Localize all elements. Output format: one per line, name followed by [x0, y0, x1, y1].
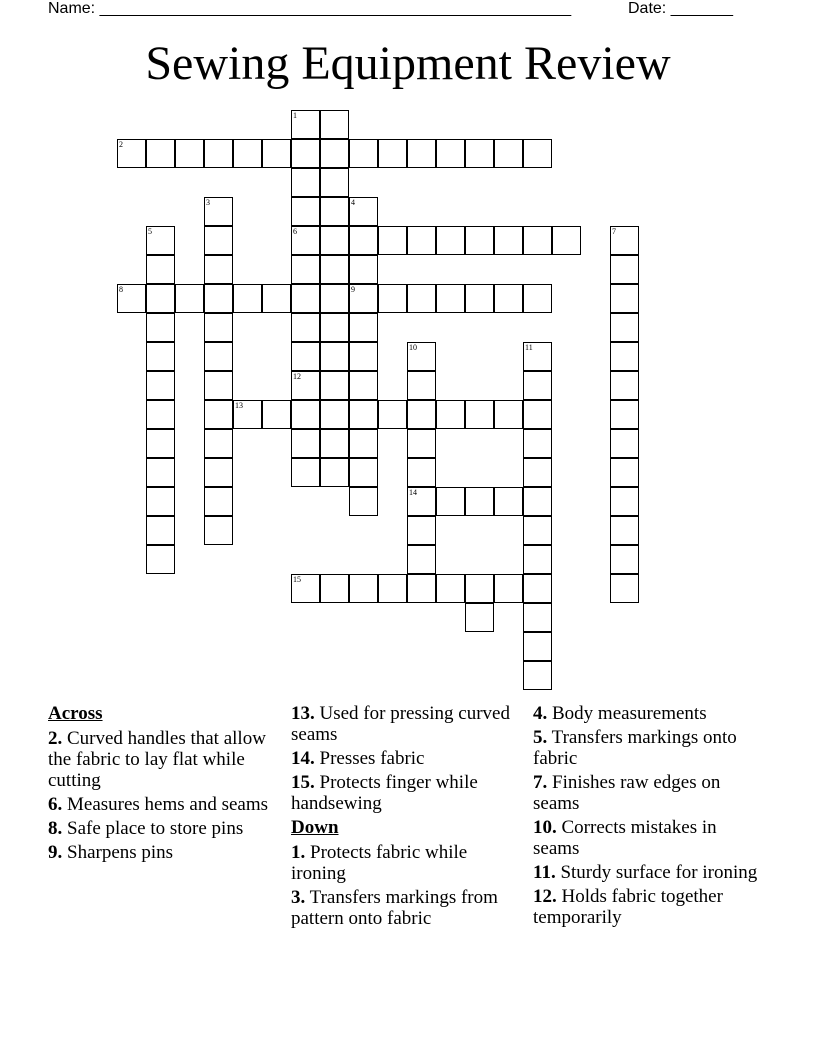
- crossword-cell[interactable]: [436, 284, 465, 313]
- crossword-cell[interactable]: [233, 284, 262, 313]
- clue-across-8: 8. Safe place to store pins: [48, 818, 244, 839]
- crossword-cell[interactable]: [204, 516, 233, 545]
- clue-down-5: 5. Transfers markings onto fabric: [533, 727, 737, 769]
- crossword-cell[interactable]: [204, 429, 233, 458]
- crossword-cell[interactable]: [233, 400, 262, 429]
- crossword-cell[interactable]: [320, 168, 349, 197]
- clue-number: 4: [351, 198, 355, 207]
- clue-number: 8: [119, 285, 123, 294]
- crossword-cell[interactable]: [349, 284, 378, 313]
- crossword-cell[interactable]: [436, 400, 465, 429]
- crossword-cell[interactable]: [465, 487, 494, 516]
- down-heading: Down: [291, 817, 339, 838]
- crossword-cell[interactable]: [610, 342, 639, 371]
- clue-down-12: 12. Holds fabric together temporarily: [533, 886, 723, 928]
- clue-number: 7: [612, 227, 616, 236]
- crossword-cell[interactable]: [320, 458, 349, 487]
- crossword-cell[interactable]: [494, 487, 523, 516]
- crossword-cell[interactable]: [465, 574, 494, 603]
- crossword-cell[interactable]: [146, 284, 175, 313]
- crossword-cell[interactable]: [291, 139, 320, 168]
- crossword-cell[interactable]: [552, 226, 581, 255]
- crossword-cell[interactable]: [349, 574, 378, 603]
- crossword-cell[interactable]: [204, 255, 233, 284]
- crossword-cell[interactable]: [407, 139, 436, 168]
- crossword-cell[interactable]: [407, 371, 436, 400]
- crossword-cell[interactable]: [523, 458, 552, 487]
- crossword-cell[interactable]: [204, 371, 233, 400]
- crossword-cell[interactable]: [349, 400, 378, 429]
- crossword-cell[interactable]: [291, 197, 320, 226]
- crossword-cell[interactable]: [494, 139, 523, 168]
- crossword-cell[interactable]: [610, 429, 639, 458]
- crossword-cell[interactable]: [523, 284, 552, 313]
- crossword-cell[interactable]: [262, 139, 291, 168]
- clue-number: 6: [293, 227, 297, 236]
- crossword-cell[interactable]: [349, 226, 378, 255]
- crossword-cell[interactable]: [349, 487, 378, 516]
- crossword-cell[interactable]: [291, 110, 320, 139]
- crossword-cell[interactable]: [146, 255, 175, 284]
- crossword-cell[interactable]: [146, 371, 175, 400]
- crossword-cell[interactable]: [291, 255, 320, 284]
- crossword-cell[interactable]: [146, 545, 175, 574]
- crossword-cell[interactable]: [262, 284, 291, 313]
- crossword-cell[interactable]: [146, 516, 175, 545]
- crossword-cell[interactable]: [291, 574, 320, 603]
- crossword-cell[interactable]: [610, 545, 639, 574]
- crossword-cell[interactable]: [320, 284, 349, 313]
- crossword-cell[interactable]: [378, 400, 407, 429]
- crossword-cell[interactable]: [117, 139, 146, 168]
- clue-number: 15: [293, 575, 301, 584]
- clue-number: 3: [206, 198, 210, 207]
- clue-down-3: 3. Transfers markings from pattern onto fabric: [291, 887, 498, 929]
- crossword-cell[interactable]: [349, 255, 378, 284]
- clue-number: 10: [409, 343, 417, 352]
- crossword-cell[interactable]: [349, 313, 378, 342]
- crossword-cell[interactable]: [523, 139, 552, 168]
- crossword-cell[interactable]: [407, 458, 436, 487]
- crossword-cell[interactable]: [146, 400, 175, 429]
- crossword-cell[interactable]: [523, 574, 552, 603]
- crossword-cell[interactable]: [204, 139, 233, 168]
- crossword-cell[interactable]: [320, 110, 349, 139]
- crossword-cell[interactable]: [378, 139, 407, 168]
- crossword-cell[interactable]: [523, 342, 552, 371]
- crossword-cell[interactable]: [320, 197, 349, 226]
- crossword-cell[interactable]: [291, 458, 320, 487]
- crossword-cell[interactable]: [465, 603, 494, 632]
- crossword-cell[interactable]: [204, 342, 233, 371]
- crossword-cell[interactable]: [407, 545, 436, 574]
- crossword-cell[interactable]: [349, 371, 378, 400]
- crossword-cell[interactable]: [523, 516, 552, 545]
- clues-column-1: [48, 703, 278, 866]
- crossword-cell[interactable]: [523, 371, 552, 400]
- clue-number: 1: [293, 111, 297, 120]
- crossword-cell[interactable]: [378, 226, 407, 255]
- crossword-cell[interactable]: [204, 197, 233, 226]
- clue-number: 5: [148, 227, 152, 236]
- date-field[interactable]: Date: _______: [628, 0, 733, 17]
- crossword-cell[interactable]: [204, 313, 233, 342]
- clue-number: 2: [119, 140, 123, 149]
- crossword-cell[interactable]: [465, 226, 494, 255]
- crossword-cell[interactable]: [436, 487, 465, 516]
- crossword-cell[interactable]: [291, 284, 320, 313]
- crossword-cell[interactable]: [407, 487, 436, 516]
- crossword-cell[interactable]: [175, 139, 204, 168]
- crossword-cell[interactable]: [610, 516, 639, 545]
- crossword-cell[interactable]: [610, 313, 639, 342]
- clue-across-6: 6. Measures hems and seams: [48, 794, 269, 815]
- crossword-cell[interactable]: [349, 342, 378, 371]
- across-heading: Across: [48, 703, 103, 724]
- crossword-cell[interactable]: [146, 487, 175, 516]
- crossword-cell[interactable]: [494, 226, 523, 255]
- clue-down-11: 11. Sturdy surface for ironing: [533, 862, 758, 883]
- crossword-cell[interactable]: [291, 313, 320, 342]
- crossword-cell[interactable]: [262, 400, 291, 429]
- clue-number: 11: [525, 343, 533, 352]
- clues-column-3: [533, 703, 763, 931]
- clue-across-13: 13. Used for pressing curved seams: [291, 703, 510, 745]
- crossword-cell[interactable]: [349, 458, 378, 487]
- clue-across-14: 14. Presses fabric: [291, 748, 425, 769]
- crossword-cell[interactable]: [291, 429, 320, 458]
- crossword-cell[interactable]: [610, 458, 639, 487]
- crossword-cell[interactable]: [523, 226, 552, 255]
- crossword-cell[interactable]: [320, 429, 349, 458]
- crossword-cell[interactable]: [465, 284, 494, 313]
- crossword-cell[interactable]: [465, 139, 494, 168]
- crossword-cell[interactable]: [291, 226, 320, 255]
- crossword-cell[interactable]: [204, 400, 233, 429]
- crossword-cell[interactable]: [407, 400, 436, 429]
- crossword-cell[interactable]: [175, 284, 204, 313]
- crossword-cell[interactable]: [349, 139, 378, 168]
- crossword-cell[interactable]: [378, 574, 407, 603]
- crossword-cell[interactable]: [146, 313, 175, 342]
- crossword-cell[interactable]: [465, 400, 494, 429]
- crossword-cell[interactable]: [146, 429, 175, 458]
- crossword-cell[interactable]: [610, 400, 639, 429]
- crossword-cell[interactable]: [146, 139, 175, 168]
- crossword-cell[interactable]: [320, 342, 349, 371]
- crossword-cell[interactable]: [204, 226, 233, 255]
- crossword-cell[interactable]: [523, 632, 552, 661]
- crossword-cell[interactable]: [320, 226, 349, 255]
- crossword-cell[interactable]: [610, 255, 639, 284]
- crossword-cell[interactable]: [523, 603, 552, 632]
- clue-number: 12: [293, 372, 301, 381]
- crossword-cell[interactable]: [610, 226, 639, 255]
- clue-number: 13: [235, 401, 243, 410]
- crossword-cell[interactable]: [407, 284, 436, 313]
- crossword-cell[interactable]: [407, 429, 436, 458]
- name-field[interactable]: Name: _____________________________________________________: [48, 0, 572, 17]
- clue-across-2: 2. Curved handles that allow the fabric to lay flat while cutting: [48, 728, 266, 791]
- crossword-cell[interactable]: [436, 226, 465, 255]
- clue-across-9: 9. Sharpens pins: [48, 842, 174, 863]
- crossword-cell[interactable]: [117, 284, 146, 313]
- crossword-cell[interactable]: [610, 487, 639, 516]
- crossword-cell[interactable]: [523, 545, 552, 574]
- clue-down-1: 1. Protects fabric while ironing: [291, 842, 468, 884]
- clue-down-10: 10. Corrects mistakes in seams: [533, 817, 717, 859]
- crossword-cell[interactable]: [610, 574, 639, 603]
- crossword-cell[interactable]: [494, 400, 523, 429]
- crossword-cell[interactable]: [436, 574, 465, 603]
- crossword-cell[interactable]: [349, 429, 378, 458]
- crossword-cell[interactable]: [436, 139, 465, 168]
- page-title: Sewing Equipment Review: [145, 37, 671, 90]
- clue-number: 14: [409, 488, 417, 497]
- crossword-cell[interactable]: [494, 284, 523, 313]
- crossword-cell[interactable]: [349, 197, 378, 226]
- crossword-cell[interactable]: [204, 487, 233, 516]
- crossword-cell[interactable]: [233, 139, 262, 168]
- clue-across-15: 15. Protects finger while handsewing: [291, 772, 478, 814]
- crossword-cell[interactable]: [320, 255, 349, 284]
- crossword-cell[interactable]: [204, 284, 233, 313]
- crossword-cell[interactable]: [378, 284, 407, 313]
- crossword-cell[interactable]: [291, 168, 320, 197]
- clue-down-7: 7. Finishes raw edges on seams: [533, 772, 721, 814]
- crossword-cell[interactable]: [291, 400, 320, 429]
- crossword-cell[interactable]: [320, 400, 349, 429]
- crossword-cell[interactable]: [320, 371, 349, 400]
- crossword-cell[interactable]: [523, 661, 552, 690]
- crossword-cell[interactable]: [204, 458, 233, 487]
- crossword-cell[interactable]: [320, 313, 349, 342]
- crossword-cell[interactable]: [610, 284, 639, 313]
- crossword-cell[interactable]: [291, 371, 320, 400]
- crossword-cell[interactable]: [146, 458, 175, 487]
- crossword-cell[interactable]: [407, 516, 436, 545]
- crossword-cell[interactable]: [523, 487, 552, 516]
- clue-number: 9: [351, 285, 355, 294]
- clues-column-2: [291, 703, 521, 932]
- crossword-cell[interactable]: [523, 429, 552, 458]
- clues-section: [48, 703, 768, 1003]
- clue-down-4: 4. Body measurements: [533, 703, 707, 724]
- crossword-cell[interactable]: [407, 574, 436, 603]
- crossword-cell[interactable]: [146, 342, 175, 371]
- crossword-cell[interactable]: [610, 371, 639, 400]
- crossword-cell[interactable]: [407, 226, 436, 255]
- crossword-cell[interactable]: [407, 342, 436, 371]
- crossword-cell[interactable]: [291, 342, 320, 371]
- crossword-cell[interactable]: [320, 139, 349, 168]
- crossword-cell[interactable]: [320, 574, 349, 603]
- crossword-cell[interactable]: [523, 400, 552, 429]
- crossword-cell[interactable]: [494, 574, 523, 603]
- crossword-cell[interactable]: [146, 226, 175, 255]
